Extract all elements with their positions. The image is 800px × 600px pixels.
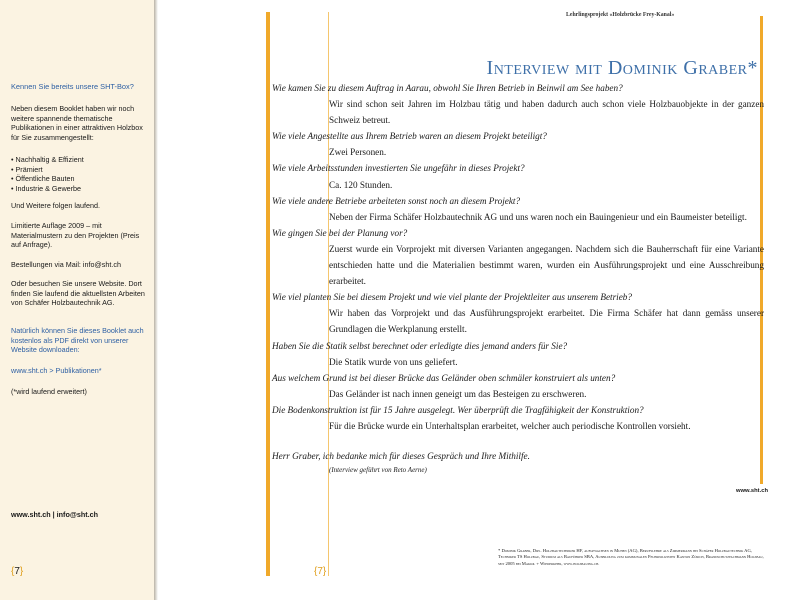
sidebar-panel bbox=[0, 0, 155, 600]
author-footnote: * Dominik Graber, Dipl. Holzbautechniker HF, aufgewachsen in Muhen (AG), Berufslehre als Zimmermann bei Schäfer Holzbautechnik AG, Techniker TS Holzbau, Studium als Bauführer SBA, Ausbildung zum kommunalen Feuerpolizisten Kanton Zürich, Brandschutzfachmann Holzbau, seit 2005 bei Makiol + Wiederkehr, www.holzbauing.ch. bbox=[498, 548, 764, 566]
sidebar-download: Natürlich können Sie dieses Booklet auch kostenlos als PDF direkt von unserer Website downloaden: bbox=[11, 326, 144, 355]
sidebar-intro: Neben diesem Booklet haben wir noch weitere spannende thematische Publikationen in einer attraktiven Holzbox für Sie zusammengestellt: bbox=[11, 104, 143, 142]
sidebar-list-item: • Prämiert bbox=[11, 165, 147, 175]
question: Wie kamen Sie zu diesem Auftrag in Aarau, obwohl Sie Ihren Betrieb in Beinwil am See haben? bbox=[272, 83, 623, 93]
sidebar-list bbox=[11, 155, 147, 193]
project-header: Lehrlingsprojekt «Holzbrücke Frey-Kanal» bbox=[566, 12, 675, 18]
answer: Ca. 120 Stunden. bbox=[329, 179, 393, 190]
answer: Wir sind schon seit Jahren im Holzbau tätig und haben dadurch auch schon viele Holzbauobjekte in der ganzen Schweiz betreut. bbox=[329, 99, 764, 126]
sidebar-note: (*wird laufend erweitert) bbox=[11, 387, 87, 396]
question: Wie gingen Sie bei der Planung vor? bbox=[272, 227, 408, 238]
sidebar-footer-links[interactable]: www.sht.ch | info@sht.ch bbox=[11, 510, 99, 519]
answer: Zuerst wurde ein Vorprojekt mit diversen Varianten angegangen. Nachdem sich die Bauherrschaft für eine Variante entschieden hatte und die Materialien bestimmt waren, wurden ein Ausführungsprojekt und eine Ausschreibung erarbeitet. bbox=[329, 243, 764, 287]
answer: Für die Brücke wurde ein Unterhaltsplan erarbeitet, welcher auch periodische Kontrollen vorsieht. bbox=[329, 420, 691, 431]
answer: Wir haben das Vorprojekt und das Ausführungsprojekt erarbeitet. Die Firma Schäfer hat dann gemäss unserer Grundlagen die Werkplanung erstellt. bbox=[329, 308, 764, 335]
answer: Das Geländer ist nach innen geneigt um das Besteigen zu erschweren. bbox=[329, 388, 587, 399]
left-page-number: {7} bbox=[11, 566, 24, 577]
question: Die Bodenkonstruktion ist für 15 Jahre ausgelegt. Wer überprüft die Tragfähigkeit der Konstruktion? bbox=[272, 404, 644, 415]
sidebar-heading: Kennen Sie bereits unsere SHT-Box? bbox=[11, 82, 134, 91]
answer: Neben der Firma Schäfer Holzbautechnik AG und uns waren noch ein Bauingenieur und ein Baumeister beteiligt. bbox=[329, 211, 747, 222]
right-page-number: {7} bbox=[314, 566, 327, 577]
page-gutter bbox=[154, 0, 158, 600]
sidebar-more: Und Weitere folgen laufend. bbox=[11, 201, 100, 210]
answer: Die Statik wurde von uns geliefert. bbox=[329, 356, 458, 367]
question: Wie viel planten Sie bei diesem Projekt und wie viel plante der Projektleiter aus unserem Betrieb? bbox=[272, 292, 632, 303]
sidebar-list-item: • Öffentliche Bauten bbox=[11, 174, 147, 184]
website-label: www.sht.ch bbox=[736, 488, 768, 494]
question: Aus welchem Grund ist bei dieser Brücke das Geländer oben schmäler konstruiert als unten? bbox=[272, 372, 616, 383]
question: Haben Sie die Statik selbst berechnet oder erledigte dies jemand anders für Sie? bbox=[272, 340, 568, 351]
accent-bar-left bbox=[266, 12, 270, 576]
question: Wie viele Angestellte aus Ihrem Betrieb waren an diesem Projekt beteiligt? bbox=[272, 131, 547, 142]
sidebar-limited: Limitierte Auflage 2009 – mit Materialmustern zu den Projekten (Preis auf Anfrage). bbox=[11, 221, 140, 250]
sidebar-link[interactable]: www.sht.ch > Publikationen* bbox=[11, 366, 102, 375]
interview-body bbox=[272, 80, 764, 476]
sidebar-list-item: • Nachhaltig & Effizient bbox=[11, 155, 147, 165]
sidebar-order[interactable]: Bestellungen via Mail: info@sht.ch bbox=[11, 260, 121, 269]
question: Wie viele andere Betriebe arbeiteten sonst noch an diesem Projekt? bbox=[272, 195, 521, 206]
answer: Zwei Personen. bbox=[329, 147, 387, 158]
page-title: Interview mit Dominik Graber* bbox=[486, 57, 758, 79]
sidebar-list-item: • Industrie & Gewerbe bbox=[11, 184, 147, 194]
question: Wie viele Arbeitsstunden investierten Sie ungefähr in dieses Projekt? bbox=[272, 163, 525, 174]
closing-remark: Herr Graber, ich bedanke mich für dieses Gespräch und Ihre Mithilfe. bbox=[272, 451, 530, 462]
sidebar-visit: Oder besuchen Sie unsere Website. Dort finden Sie laufend die aktuellsten Arbeiten von Schäfer Holzbautechnik AG. bbox=[11, 279, 145, 308]
interview-credit: (Interview geführt von Reto Aerne) bbox=[329, 466, 427, 475]
